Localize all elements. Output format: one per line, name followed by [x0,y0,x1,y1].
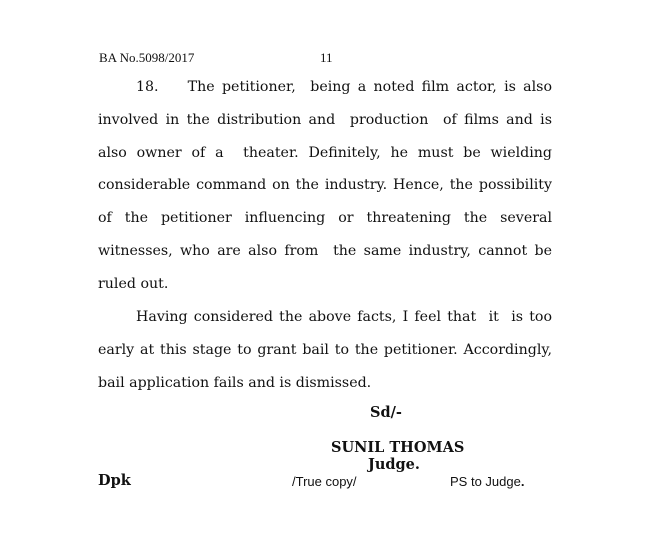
page-number: 11 [320,50,333,65]
paragraph-line: witnesses, who are also from the same industry, cannot be [98,242,552,259]
judge-name: SUNIL THOMAS [331,439,465,456]
judge-title: Judge. [368,456,420,473]
paragraph-line: early at this stage to grant bail to the petitioner. Accordingly, [98,341,552,358]
paragraph-line: considerable command on the industry. Hence, the possibility [98,177,552,194]
typist-initials: Dpk [98,472,131,489]
paragraph-line: involved in the distribution and production of films and is [98,111,552,128]
ps-to-judge-label [450,474,524,489]
ps-to-judge-dot: . [520,474,525,489]
case-number: BA No.5098/2017 [99,50,195,65]
paragraph-line: bail application fails and is dismissed. [98,374,372,391]
paragraph-line: ruled out. [98,275,169,292]
true-copy-label: /True copy/ [292,474,357,489]
paragraph-line: also owner of a theater. Definitely, he must be wielding [98,144,552,161]
signature-mark: Sd/- [370,404,402,421]
paragraph-line: Having considered the above facts, I feel that it is too [136,309,552,325]
paragraph-conclusion [98,301,552,399]
paragraph-line: 18. The petitioner, being a noted film actor, is also [136,79,552,95]
paragraph-line: of the petitioner influencing or threatening the several [98,210,552,227]
ps-to-judge-text: PS to Judge [450,474,521,489]
paragraph-18 [98,71,552,301]
